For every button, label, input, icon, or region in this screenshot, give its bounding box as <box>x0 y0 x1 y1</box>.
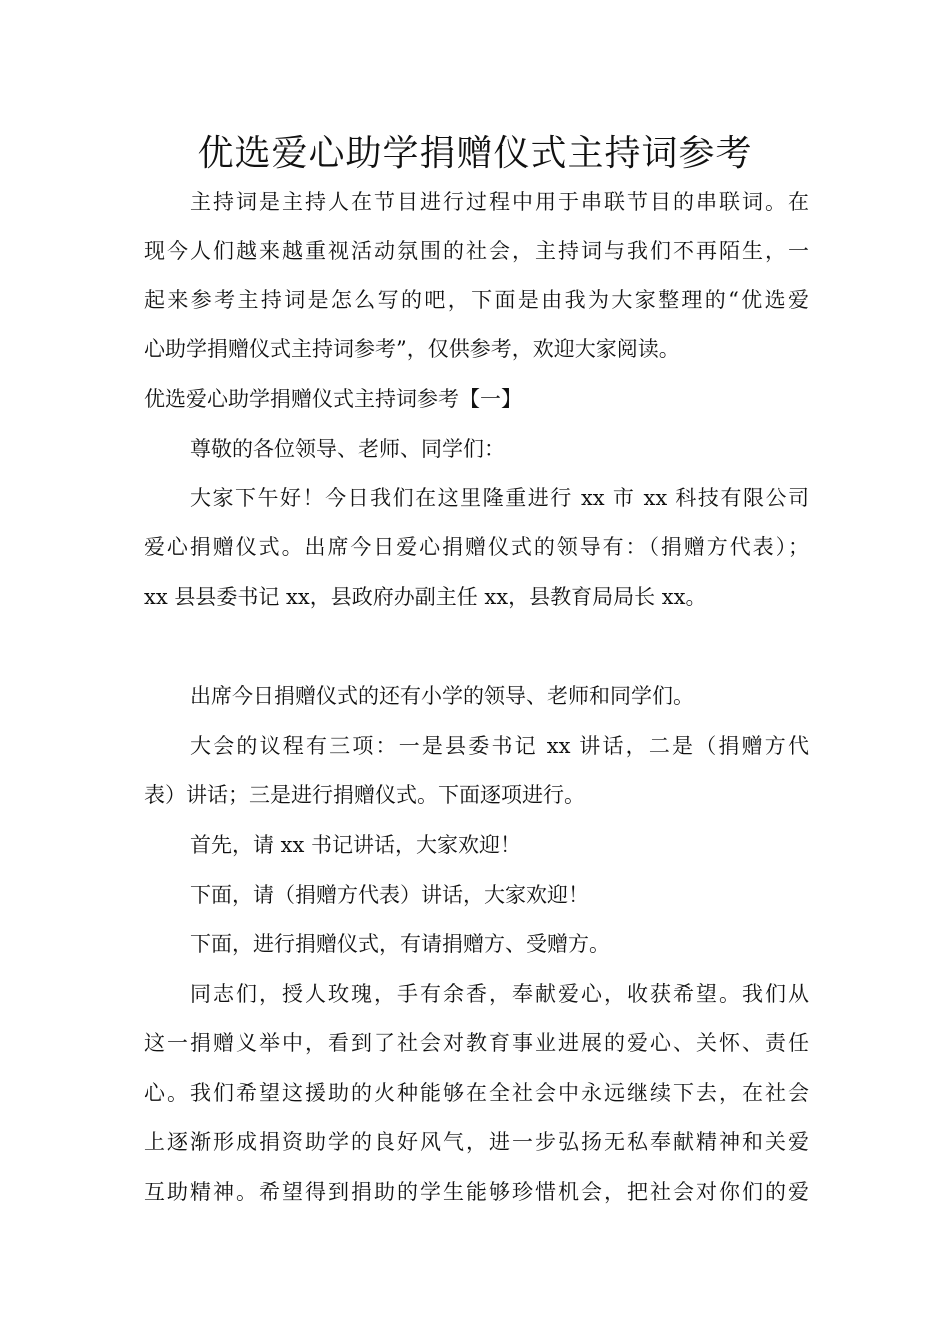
paragraph-line: 主持词是主持人在节目进行过程中用于串联节目的串联词。在 <box>190 190 809 214</box>
paragraph-line: 心助学捐赠仪式主持词参考”，仅供参考，欢迎大家阅读。 <box>144 337 680 361</box>
document-title: 优选爱心助学捐赠仪式主持词参考 <box>197 133 753 174</box>
paragraph-line: 起来参考主持词是怎么写的吧，下面是由我为大家整理的“优选爱 <box>144 288 809 312</box>
paragraph-line: 上逐渐形成捐资助学的良好风气，进一步弘扬无私奉献精神和关爱 <box>144 1130 809 1154</box>
paragraph-line: 爱心捐赠仪式。出席今日爱心捐赠仪式的领导有：（捐赠方代表）； <box>144 535 809 559</box>
paragraph-line: 现今人们越来越重视活动氛围的社会，主持词与我们不再陌生，一 <box>144 239 809 263</box>
paragraph-line: 这一捐赠义举中，看到了社会对教育事业进展的爱心、关怀、责任 <box>144 1031 809 1055</box>
paragraph-line: 同志们，授人玫瑰，手有余香，奉献爱心，收获希望。我们从 <box>190 982 809 1006</box>
paragraph-line: 下面，请（捐赠方代表）讲话，大家欢迎！ <box>190 883 589 907</box>
paragraph-line: xx 县县委书记 xx，县政府办副主任 xx，县教育局局长 xx。 <box>144 585 707 609</box>
paragraph-line: 首先，请 xx 书记讲话，大家欢迎！ <box>190 833 522 857</box>
paragraph-line: 出席今日捐赠仪式的还有小学的领导、老师和同学们。 <box>190 684 694 708</box>
section-heading: 优选爱心助学捐赠仪式主持词参考【一】 <box>144 387 522 411</box>
paragraph-line: 心。我们希望这援助的火种能够在全社会中永远继续下去，在社会 <box>144 1081 809 1105</box>
paragraph-line: 互助精神。希望得到捐助的学生能够珍惜机会，把社会对你们的爱 <box>144 1180 809 1204</box>
paragraph-line: 大会的议程有三项：一是县委书记 xx 讲话，二是（捐赠方代 <box>190 734 809 758</box>
paragraph-line: 大家下午好！今日我们在这里隆重进行 xx 市 xx 科技有限公司 <box>190 486 809 510</box>
paragraph-line: 表）讲话；三是进行捐赠仪式。下面逐项进行。 <box>144 783 585 807</box>
salutation-line: 尊敬的各位领导、老师、同学们： <box>190 437 505 461</box>
paragraph-line: 下面，进行捐赠仪式，有请捐赠方、受赠方。 <box>190 932 610 956</box>
